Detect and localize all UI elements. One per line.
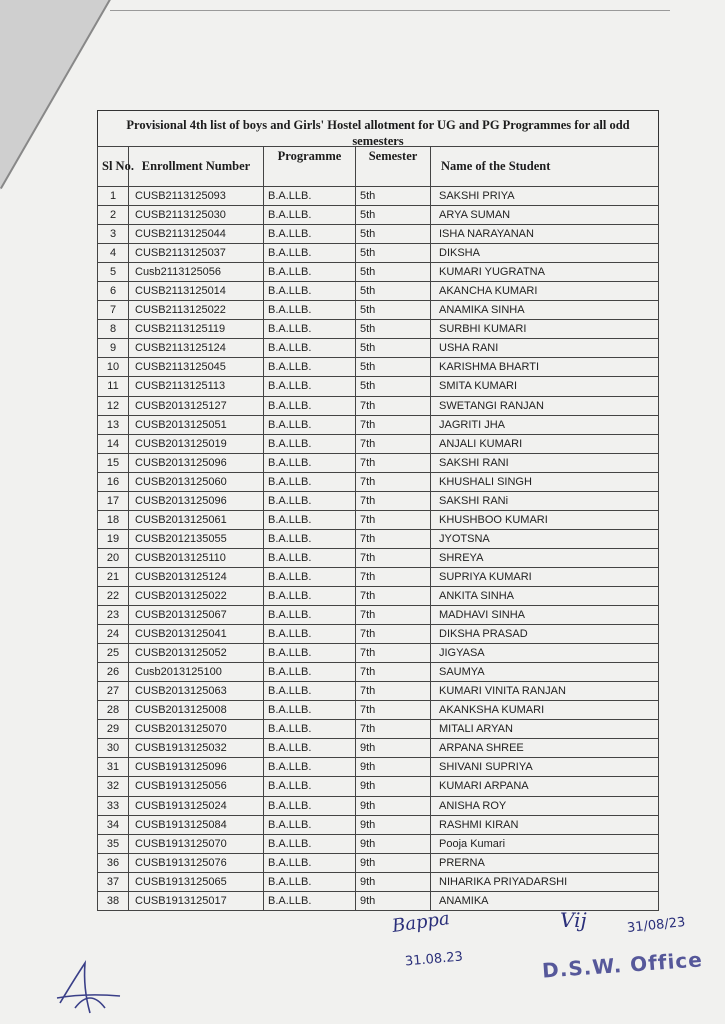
cell-enrollment-number: CUSB2113125022 (129, 301, 264, 320)
cell-programme: B.A.LLB. (264, 891, 356, 910)
cell-semester: 7th (356, 434, 431, 453)
cell-semester: 5th (356, 206, 431, 225)
table-body (98, 187, 659, 911)
cell-sl-no: 16 (98, 472, 129, 491)
cell-enrollment-number: CUSB2013125067 (129, 606, 264, 625)
cell-sl-no: 3 (98, 225, 129, 244)
cell-enrollment-number: CUSB2013125124 (129, 567, 264, 586)
cell-enrollment-number: CUSB2113125014 (129, 282, 264, 301)
cell-sl-no: 32 (98, 777, 129, 796)
cell-student-name: DIKSHA PRASAD (431, 625, 659, 644)
cell-semester: 5th (356, 320, 431, 339)
cell-enrollment-number: CUSB2013125061 (129, 510, 264, 529)
cell-programme: B.A.LLB. (264, 491, 356, 510)
table-row (98, 853, 659, 872)
cell-programme: B.A.LLB. (264, 720, 356, 739)
cell-student-name: RASHMI KIRAN (431, 815, 659, 834)
table-row (98, 663, 659, 682)
cell-sl-no: 7 (98, 301, 129, 320)
cell-sl-no: 8 (98, 320, 129, 339)
cell-student-name: KARISHMA BHARTI (431, 358, 659, 377)
cell-sl-no: 37 (98, 872, 129, 891)
cell-sl-no: 17 (98, 491, 129, 510)
cell-enrollment-number: CUSB1913125076 (129, 853, 264, 872)
table-row (98, 644, 659, 663)
cell-sl-no: 36 (98, 853, 129, 872)
table-row (98, 282, 659, 301)
cell-semester: 7th (356, 491, 431, 510)
cell-semester: 7th (356, 415, 431, 434)
table-row (98, 263, 659, 282)
cell-enrollment-number: CUSB2013125096 (129, 453, 264, 472)
cell-student-name: KHUSHBOO KUMARI (431, 510, 659, 529)
cell-semester: 5th (356, 339, 431, 358)
cell-student-name: Pooja Kumari (431, 834, 659, 853)
table-row (98, 586, 659, 605)
table-row (98, 472, 659, 491)
table-row (98, 758, 659, 777)
cell-sl-no: 1 (98, 187, 129, 206)
cell-enrollment-number: CUSB2013125022 (129, 586, 264, 605)
table-row (98, 872, 659, 891)
cell-sl-no: 22 (98, 586, 129, 605)
cell-semester: 7th (356, 548, 431, 567)
cell-enrollment-number: CUSB2113125044 (129, 225, 264, 244)
cell-sl-no: 12 (98, 396, 129, 415)
cell-semester: 7th (356, 453, 431, 472)
cell-programme: B.A.LLB. (264, 358, 356, 377)
cell-sl-no: 24 (98, 625, 129, 644)
cell-sl-no: 38 (98, 891, 129, 910)
table-row (98, 491, 659, 510)
cell-enrollment-number: CUSB2013125070 (129, 720, 264, 739)
cell-student-name: NIHARIKA PRIYADARSHI (431, 872, 659, 891)
table-row (98, 377, 659, 396)
cell-programme: B.A.LLB. (264, 225, 356, 244)
table-row (98, 187, 659, 206)
cell-semester: 7th (356, 701, 431, 720)
signature-left-date: 31.08.23 (404, 949, 464, 970)
cell-sl-no: 4 (98, 244, 129, 263)
cell-semester: 5th (356, 263, 431, 282)
cell-sl-no: 13 (98, 415, 129, 434)
column-header-semester: Semester (356, 147, 431, 187)
table-row (98, 225, 659, 244)
cell-enrollment-number: CUSB2013125008 (129, 701, 264, 720)
table-row (98, 434, 659, 453)
cell-programme: B.A.LLB. (264, 415, 356, 434)
cell-programme: B.A.LLB. (264, 301, 356, 320)
table-row (98, 815, 659, 834)
cell-semester: 7th (356, 644, 431, 663)
cell-programme: B.A.LLB. (264, 510, 356, 529)
cell-semester: 5th (356, 377, 431, 396)
cell-student-name: SAKSHI RANI (431, 453, 659, 472)
cell-programme: B.A.LLB. (264, 187, 356, 206)
cell-student-name: KUMARI VINITA RANJAN (431, 682, 659, 701)
cell-sl-no: 31 (98, 758, 129, 777)
cell-student-name: USHA RANI (431, 339, 659, 358)
cell-programme: B.A.LLB. (264, 320, 356, 339)
cell-sl-no: 14 (98, 434, 129, 453)
table-row (98, 396, 659, 415)
cell-semester: 5th (356, 244, 431, 263)
cell-student-name: ARYA SUMAN (431, 206, 659, 225)
cell-semester: 9th (356, 853, 431, 872)
cell-enrollment-number: CUSB1913125032 (129, 739, 264, 758)
cell-student-name: SAUMYA (431, 663, 659, 682)
cell-programme: B.A.LLB. (264, 739, 356, 758)
cell-programme: B.A.LLB. (264, 606, 356, 625)
table-row (98, 339, 659, 358)
table-row (98, 320, 659, 339)
cell-semester: 5th (356, 301, 431, 320)
document-title: Provisional 4th list of boys and Girls' Hostel allotment for UG and PG Programmes for all odd semesters (97, 110, 659, 146)
table-row (98, 567, 659, 586)
cell-student-name: KHUSHALI SINGH (431, 472, 659, 491)
table-row (98, 606, 659, 625)
cell-semester: 9th (356, 891, 431, 910)
column-header-student-name: Name of the Student (431, 147, 659, 187)
cell-enrollment-number: CUSB1913125096 (129, 758, 264, 777)
cell-enrollment-number: CUSB2113125124 (129, 339, 264, 358)
cell-programme: B.A.LLB. (264, 701, 356, 720)
cell-student-name: AKANCHA KUMARI (431, 282, 659, 301)
cell-student-name: SHREYA (431, 548, 659, 567)
cell-semester: 7th (356, 663, 431, 682)
cell-semester: 7th (356, 682, 431, 701)
dsw-office-stamp: D.S.W. Office (541, 947, 704, 983)
cell-sl-no: 9 (98, 339, 129, 358)
cell-semester: 7th (356, 720, 431, 739)
cell-semester: 5th (356, 225, 431, 244)
signature-right: Vij (560, 908, 587, 932)
cell-semester: 7th (356, 510, 431, 529)
cell-enrollment-number: CUSB2113125030 (129, 206, 264, 225)
cell-sl-no: 28 (98, 701, 129, 720)
cell-programme: B.A.LLB. (264, 834, 356, 853)
table-row (98, 625, 659, 644)
cell-programme: B.A.LLB. (264, 548, 356, 567)
cell-student-name: SWETANGI RANJAN (431, 396, 659, 415)
cell-enrollment-number: CUSB2013125127 (129, 396, 264, 415)
table-row (98, 777, 659, 796)
cell-programme: B.A.LLB. (264, 777, 356, 796)
table-row (98, 415, 659, 434)
table-row (98, 510, 659, 529)
cell-sl-no: 33 (98, 796, 129, 815)
cell-semester: 9th (356, 796, 431, 815)
cell-programme: B.A.LLB. (264, 758, 356, 777)
cell-programme: B.A.LLB. (264, 396, 356, 415)
cell-sl-no: 34 (98, 815, 129, 834)
column-header-enrollment: Enrollment Number (129, 147, 264, 187)
cell-semester: 9th (356, 834, 431, 853)
cell-enrollment-number: CUSB2113125113 (129, 377, 264, 396)
cell-student-name: ANAMIKA SINHA (431, 301, 659, 320)
cell-student-name: ISHA NARAYANAN (431, 225, 659, 244)
cell-semester: 7th (356, 472, 431, 491)
table-row (98, 358, 659, 377)
cell-sl-no: 18 (98, 510, 129, 529)
cell-programme: B.A.LLB. (264, 872, 356, 891)
cell-student-name: JIGYASA (431, 644, 659, 663)
cell-sl-no: 5 (98, 263, 129, 282)
cell-enrollment-number: CUSB2013125051 (129, 415, 264, 434)
cell-semester: 5th (356, 282, 431, 301)
cell-student-name: ARPANA SHREE (431, 739, 659, 758)
cell-student-name: KUMARI YUGRATNA (431, 263, 659, 282)
column-header-programme: Programme (264, 147, 356, 187)
cell-semester: 9th (356, 872, 431, 891)
cell-enrollment-number: CUSB2012135055 (129, 529, 264, 548)
cell-semester: 9th (356, 777, 431, 796)
initials-scribble (55, 958, 125, 1018)
cell-enrollment-number: CUSB1913125017 (129, 891, 264, 910)
cell-programme: B.A.LLB. (264, 472, 356, 491)
cell-programme: B.A.LLB. (264, 453, 356, 472)
table-row (98, 453, 659, 472)
table-row (98, 701, 659, 720)
cell-sl-no: 10 (98, 358, 129, 377)
cell-sl-no: 21 (98, 567, 129, 586)
cell-student-name: SHIVANI SUPRIYA (431, 758, 659, 777)
cell-student-name: SMITA KUMARI (431, 377, 659, 396)
table-row (98, 739, 659, 758)
cell-sl-no: 25 (98, 644, 129, 663)
cell-student-name: DIKSHA (431, 244, 659, 263)
cell-sl-no: 6 (98, 282, 129, 301)
cell-student-name: ANISHA ROY (431, 796, 659, 815)
cell-sl-no: 27 (98, 682, 129, 701)
cell-student-name: SUPRIYA KUMARI (431, 567, 659, 586)
cell-enrollment-number: CUSB2013125060 (129, 472, 264, 491)
cell-programme: B.A.LLB. (264, 529, 356, 548)
cell-programme: B.A.LLB. (264, 206, 356, 225)
cell-student-name: JYOTSNA (431, 529, 659, 548)
cell-sl-no: 20 (98, 548, 129, 567)
cell-programme: B.A.LLB. (264, 796, 356, 815)
cell-enrollment-number: CUSB2013125063 (129, 682, 264, 701)
cell-student-name: PRERNA (431, 853, 659, 872)
cell-sl-no: 23 (98, 606, 129, 625)
cell-semester: 7th (356, 586, 431, 605)
table-row (98, 244, 659, 263)
cell-enrollment-number: CUSB2013125052 (129, 644, 264, 663)
cell-enrollment-number: CUSB1913125024 (129, 796, 264, 815)
cell-semester: 9th (356, 739, 431, 758)
cell-programme: B.A.LLB. (264, 434, 356, 453)
cell-enrollment-number: CUSB2113125119 (129, 320, 264, 339)
table-row (98, 206, 659, 225)
cell-sl-no: 2 (98, 206, 129, 225)
cell-programme: B.A.LLB. (264, 663, 356, 682)
cell-student-name: SAKSHI RANi (431, 491, 659, 510)
cell-student-name: ANAMIKA (431, 891, 659, 910)
table-row (98, 720, 659, 739)
cell-sl-no: 29 (98, 720, 129, 739)
cell-programme: B.A.LLB. (264, 586, 356, 605)
cell-semester: 7th (356, 567, 431, 586)
cell-programme: B.A.LLB. (264, 244, 356, 263)
cell-enrollment-number: CUSB2013125041 (129, 625, 264, 644)
cell-programme: B.A.LLB. (264, 377, 356, 396)
cell-semester: 5th (356, 187, 431, 206)
table-row (98, 834, 659, 853)
cell-enrollment-number: CUSB1913125056 (129, 777, 264, 796)
cell-sl-no: 15 (98, 453, 129, 472)
cell-enrollment-number: CUSB2113125045 (129, 358, 264, 377)
cell-enrollment-number: Cusb2013125100 (129, 663, 264, 682)
cell-programme: B.A.LLB. (264, 625, 356, 644)
cell-programme: B.A.LLB. (264, 567, 356, 586)
cell-student-name: MADHAVI SINHA (431, 606, 659, 625)
cell-student-name: ANKITA SINHA (431, 586, 659, 605)
cell-semester: 5th (356, 358, 431, 377)
table-row (98, 682, 659, 701)
table-row (98, 548, 659, 567)
signature-right-date: 31/08/23 (626, 914, 687, 937)
cell-semester: 9th (356, 815, 431, 834)
cell-enrollment-number: CUSB2113125093 (129, 187, 264, 206)
cell-semester: 7th (356, 396, 431, 415)
cell-enrollment-number: CUSB2013125110 (129, 548, 264, 567)
cell-student-name: ANJALI KUMARI (431, 434, 659, 453)
table-row (98, 301, 659, 320)
cell-student-name: JAGRITI JHA (431, 415, 659, 434)
cell-enrollment-number: CUSB2013125019 (129, 434, 264, 453)
cell-student-name: AKANKSHA KUMARI (431, 701, 659, 720)
column-header-sl: Sl No. (98, 147, 129, 187)
cell-semester: 7th (356, 529, 431, 548)
cell-enrollment-number: CUSB2113125037 (129, 244, 264, 263)
signature-left: Bappa (390, 908, 451, 937)
cell-programme: B.A.LLB. (264, 815, 356, 834)
page-top-edge (110, 10, 670, 11)
cell-enrollment-number: CUSB1913125065 (129, 872, 264, 891)
cell-enrollment-number: CUSB2013125096 (129, 491, 264, 510)
cell-semester: 7th (356, 625, 431, 644)
cell-sl-no: 26 (98, 663, 129, 682)
table-row (98, 529, 659, 548)
cell-sl-no: 35 (98, 834, 129, 853)
cell-sl-no: 30 (98, 739, 129, 758)
cell-programme: B.A.LLB. (264, 282, 356, 301)
cell-semester: 7th (356, 606, 431, 625)
cell-programme: B.A.LLB. (264, 682, 356, 701)
cell-enrollment-number: CUSB1913125084 (129, 815, 264, 834)
cell-programme: B.A.LLB. (264, 263, 356, 282)
cell-student-name: SURBHI KUMARI (431, 320, 659, 339)
cell-enrollment-number: CUSB1913125070 (129, 834, 264, 853)
table-row (98, 796, 659, 815)
cell-programme: B.A.LLB. (264, 339, 356, 358)
cell-sl-no: 19 (98, 529, 129, 548)
allotment-table (97, 146, 659, 911)
cell-student-name: KUMARI ARPANA (431, 777, 659, 796)
cell-semester: 9th (356, 758, 431, 777)
cell-programme: B.A.LLB. (264, 644, 356, 663)
cell-student-name: MITALI ARYAN (431, 720, 659, 739)
cell-student-name: SAKSHI PRIYA (431, 187, 659, 206)
hostel-allotment-sheet (97, 110, 659, 911)
cell-programme: B.A.LLB. (264, 853, 356, 872)
cell-enrollment-number: Cusb2113125056 (129, 263, 264, 282)
cell-sl-no: 11 (98, 377, 129, 396)
table-header-row (98, 147, 659, 187)
